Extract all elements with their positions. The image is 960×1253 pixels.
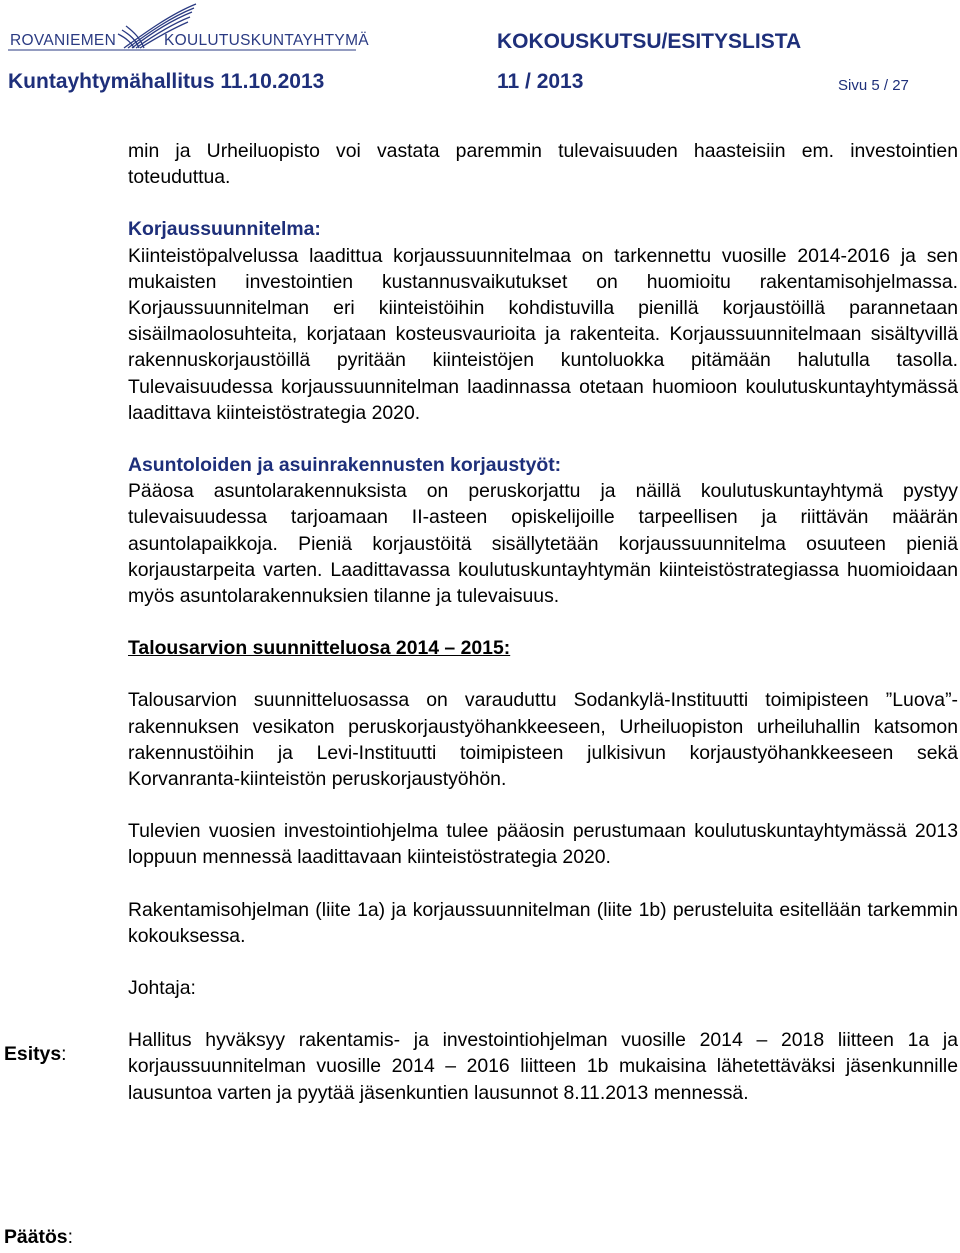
heading-korjaussuunnitelma: Korjaussuunnitelma: <box>128 218 321 241</box>
label-esitys-colon: : <box>61 1043 67 1065</box>
meeting-number: 11 / 2013 <box>497 70 584 93</box>
document-body <box>128 138 958 1106</box>
page-number: Sivu 5 / 27 <box>838 77 909 94</box>
paragraph-investointiohjelma: Tulevien vuosien investointiohjelma tulee pääosin perustumaan koulutuskuntayhtymässä 2013 loppuun mennessä laadittavaan kiinteistöstrategia 2020. <box>128 820 958 869</box>
meeting-body-date: Kuntayhtymähallitus 11.10.2013 <box>8 70 325 93</box>
label-esitys-text: Esitys <box>4 1043 62 1065</box>
paragraph-korjaussuunnitelma: Kiinteistöpalvelussa laadittua korjaussuunnitelmaa on tarkennettu vuosille 2014-2016 ja sen mukaisten investointien kustannusvaikutukset on huomioitu rakentamisohjelmassa. Korjaussuunnitelman eri kiinteistöihin kohdistuvilla pienillä korjaustöillä parannetaan sisäilmaolosuhteita, korjataan kosteusvaurioita ja rakenteita. Korjaussuunnitelmaan sisältyvillä rakennuskorjaustöillä pyritään kiinteistöjen kuntoluokka pitämään halutulla tasolla. Tulevaisuudessa korjaussuunnitelman laadinnassa otetaan huomioon koulutuskuntayhtymässä laadittava kiinteistöstrategia 2020. <box>128 244 958 424</box>
label-paatos-colon: : <box>67 1226 73 1248</box>
label-esitys <box>4 1043 67 1066</box>
proposal-text: Hallitus hyväksyy rakentamis- ja investointiohjelman vuosille 2014 – 2018 liitteen 1a ja korjaussuunnitelman vuosille 2014 – 2016 liitteen 1b mukaisina lähetettäväksi jäsenkunnille lausuntoa varten ja pyytää jäsenkuntien lausunnot 8.11.2013 mennessä. <box>128 1029 958 1104</box>
logo-text-organization: KOULUTUSKUNTAYHTYMÄ <box>164 32 369 49</box>
paragraph-perustelut: Rakentamisohjelman (liite 1a) ja korjaussuunnitelman (liite 1b) perusteluita esitellään tarkemmin kokouksessa. <box>128 898 958 947</box>
document-type: KOKOUSKUTSU/ESITYSLISTA <box>497 30 802 53</box>
label-paatos-text: Päätös <box>4 1226 68 1248</box>
heading-asuntolat: Asuntoloiden ja asuinrakennusten korjaustyöt: <box>128 454 562 477</box>
organization-logo <box>6 2 369 62</box>
paragraph-talousarvio: Talousarvion suunnitteluosassa on varauduttu Sodankylä-Instituutti toimipisteen ”Luova”-rakennuksen vesikaton peruskorjaustyöhankkeeseen, Urheiluopiston urheiluhallin katsomon rakennustöihin ja Levi-Instituutti toimipisteen julkisivun korjaustyöhankkeeseen sekä Korvanranta-kiinteistön peruskorjaustyöhön. <box>128 689 958 791</box>
paragraph-asuntolat: Pääosa asuntolarakennuksista on peruskorjattu ja näillä koulutuskuntayhtymä pystyy tulevaisuudessa tarjoamaan II-asteen opiskelijoille tarpeellisen ja riittävän määrän asuntolapaikkoja. Pieniä korjaustöitä sisällytetään korjaussuunnitelma osuuteen pieniä korjaustarpeita varten. Laadittavassa koulutuskuntayhtymän kiinteistöstrategiassa huomioidaan myös asuntolarakennuksien tilanne ja tulevaisuus. <box>128 480 958 608</box>
label-paatos <box>4 1226 73 1249</box>
heading-talousarvio: Talousarvion suunnitteluosa 2014 – 2015: <box>128 637 511 660</box>
logo-text-city: ROVANIEMEN <box>10 32 117 49</box>
proposal-author: Johtaja: <box>128 977 196 1000</box>
paragraph-continuation: min ja Urheiluopisto voi vastata paremmin tulevaisuuden haasteisiin em. investointien toteuduttua. <box>128 140 958 189</box>
